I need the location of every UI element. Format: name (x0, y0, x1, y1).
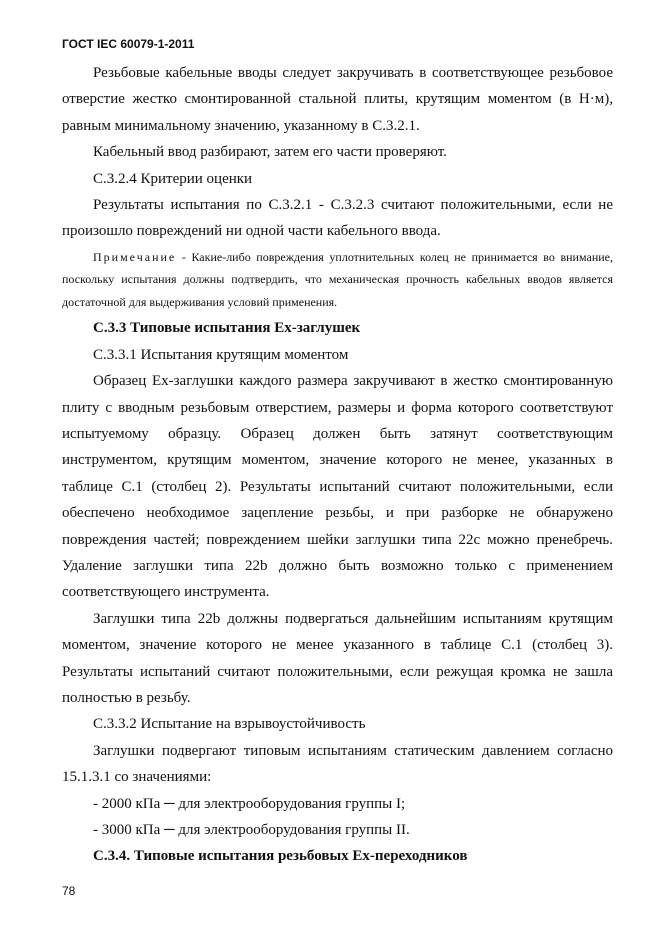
page-number: 78 (62, 884, 76, 898)
paragraph-evaluation-results: Результаты испытания по С.3.2.1 - С.3.2.3 считают положительными, если не произошло повреждений ни одной части кабельного ввода. (62, 197, 613, 240)
subsection-heading-c331: С.3.3.1 Испытания крутящим моментом (93, 346, 349, 363)
paragraph-plug-torque-test: Образец Ex-заглушки каждого размера закручивают в жестко смонтированную плиту с вводным резьбовым отверстием, размеры и форма которого соответствуют испытуемому образцу. Образец должен быть затянут соответствующим инструментом, крутящим моментом, значение которого не менее, указанных в таблице С.1 (столбец 2). Результаты испытаний считают положительными, если обеспечено необходимое зацепление резьбы, и при разборке не обнаружено повреждения частей; повреждением шейки заглушки типа 22с можно пренебречь. Удаление заглушки типа 22b должно быть возможно только с применением соответствующего инструмента. (62, 373, 613, 601)
list-item-group-1: - 2000 кПа ─ для электрооборудования группы I; (93, 795, 406, 812)
note-text: - Какие-либо повреждения уплотнительных колец не принимается во внимание, поскольку испытания должны подтвердить, что механическая прочность кабельных вводов является достаточной для выдерживания условий применения. (62, 249, 613, 309)
subsection-heading-c332: С.3.3.2 Испытание на взрывоустойчивость (93, 716, 366, 733)
paragraph-disassembly: Кабельный ввод разбирают, затем его части проверяют. (93, 144, 447, 161)
list-item-group-2: - 3000 кПа ─ для электрооборудования группы II. (93, 822, 410, 839)
document-code: ГОСТ IEC 60079-1-2011 (62, 37, 195, 51)
page-body (62, 60, 613, 870)
note (62, 246, 613, 314)
note-label: Примечание (93, 249, 177, 264)
section-heading-c34: С.3.4. Типовые испытания резьбовых Ex-переходников (93, 848, 468, 865)
paragraph-pressure-test: Заглушки подвергают типовым испытаниям статическим давлением согласно 15.1.3.1 со значениями: (62, 742, 613, 786)
paragraph-plug-22b-test: Заглушки типа 22b должны подвергаться дальнейшим испытаниям крутящим моментом, значение которого не менее указанного в таблице С.1 (столбец 3). Результаты испытаний считают положительными, если режущая кромка не зашла полностью в резьбу. (62, 610, 613, 707)
section-heading-c33: С.3.3 Типовые испытания Ex-заглушек (93, 320, 361, 337)
paragraph-cable-gland-torque: Резьбовые кабельные вводы следует закручивать в соответствующее резьбовое отверстие жестко смонтированной стальной плиты, крутящим моментом (в Н·м), равным минимальному значению, указанному в С.3.2.1. (62, 65, 613, 134)
subsection-heading-c324: С.3.2.4 Критерии оценки (93, 170, 253, 187)
